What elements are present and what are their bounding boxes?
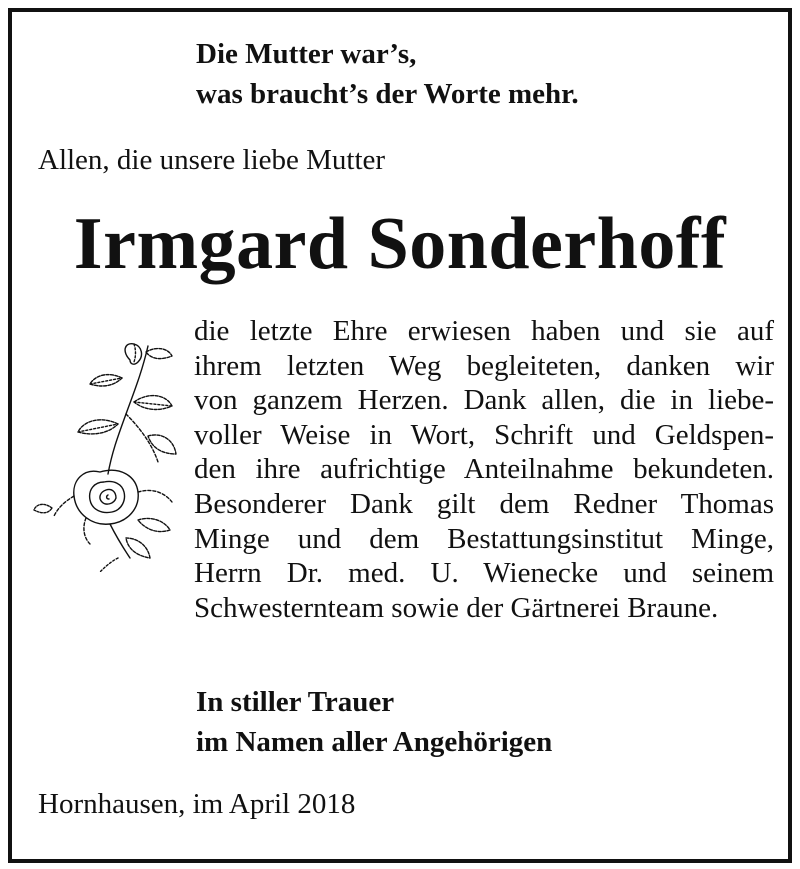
- thanks-line: den ihre aufrichtige Anteilnahme bekundeten.: [194, 453, 774, 486]
- motto-line-2: was braucht’s der Worte mehr.: [196, 78, 579, 110]
- thanks-line: von ganzem Herzen. Dank allen, die in liebe-: [194, 384, 774, 417]
- thanks-line: voller Weise in Wort, Schrift und Geldspen-: [194, 418, 774, 451]
- thanks-line: ihrem letzten Weg begleiteten, danken wir: [194, 349, 774, 382]
- motto-line-1: Die Mutter war’s,: [196, 38, 417, 70]
- closing-line-1: In stiller Trauer: [196, 686, 395, 718]
- thanks-line: Herrn Dr. med. U. Wienecke und seinem: [194, 557, 774, 590]
- thanks-line: Schwesternteam sowie der Gärtnerei Braune.: [194, 591, 719, 624]
- thanks-line: Minge und dem Bestattungsinstitut Minge,: [194, 522, 774, 555]
- deceased-name: Irmgard Sonderhoff: [73, 203, 727, 285]
- closing-signature: [196, 682, 552, 762]
- thanks-text: [194, 314, 774, 625]
- place-date: Hornhausen, im April 2018: [38, 788, 356, 820]
- motto: [196, 34, 579, 114]
- thanks-line: Besonderer Dank gilt dem Redner Thomas: [194, 487, 774, 520]
- thanks-line: die letzte Ehre erwiesen haben und sie auf: [194, 315, 774, 347]
- obituary-notice: [8, 8, 792, 863]
- intro-text: Allen, die unsere liebe Mutter: [38, 144, 386, 176]
- rose-icon: [30, 332, 190, 572]
- closing-line-2: im Namen aller Angehörigen: [196, 726, 553, 758]
